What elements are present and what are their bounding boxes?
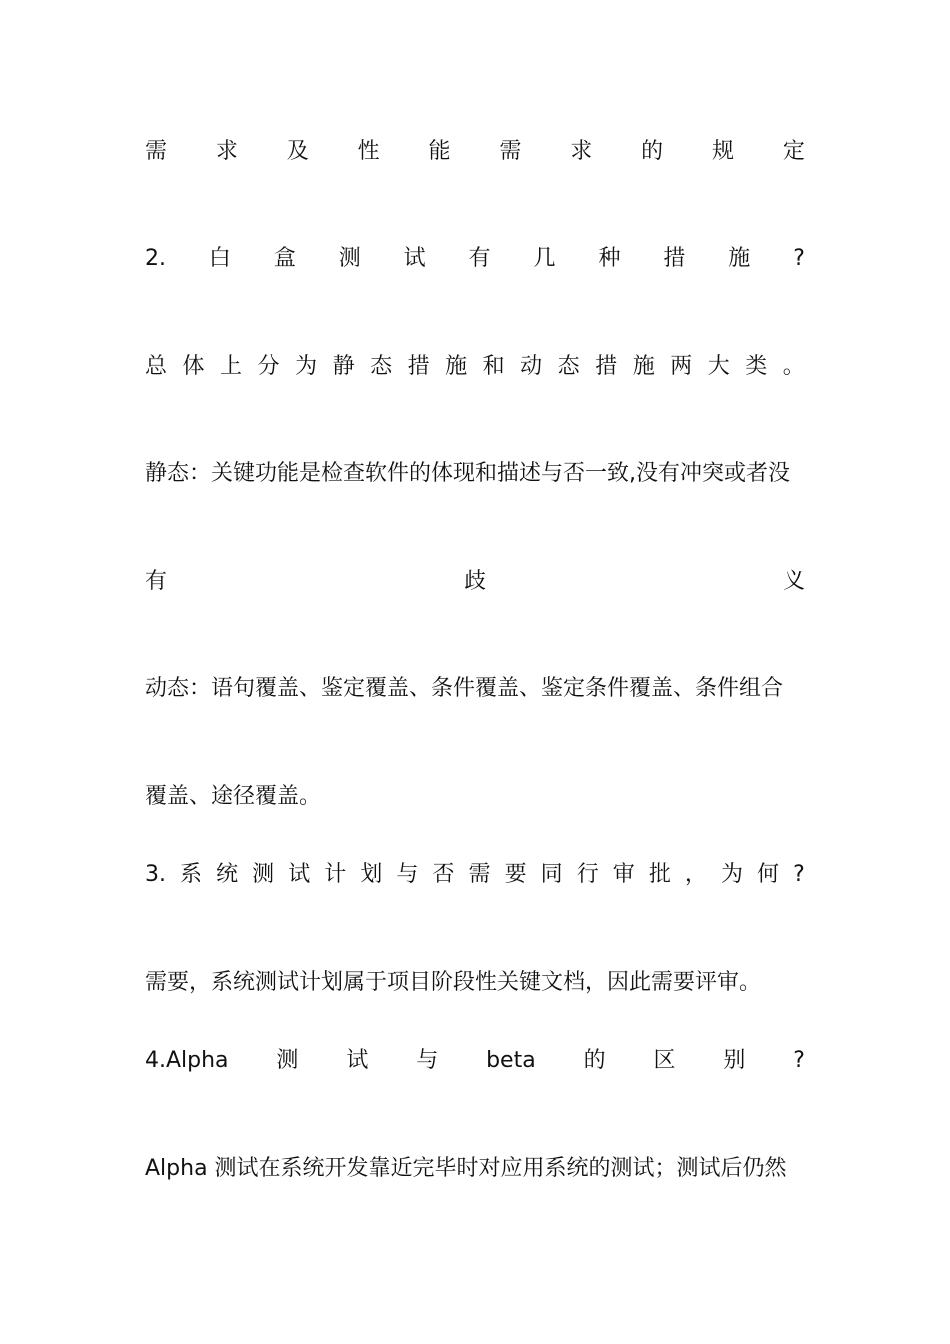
glyph: 需 xyxy=(468,862,491,887)
glyph: 施 xyxy=(632,354,655,379)
glyph: 统 xyxy=(216,862,239,887)
text-line-4: 静态：关键功能是检查软件的体现和描述与否一致,没有冲突或者没 xyxy=(145,461,790,486)
glyph: 两 xyxy=(670,354,693,379)
glyph: 种 xyxy=(598,246,621,271)
text-line-3 xyxy=(145,352,805,382)
glyph: 大 xyxy=(707,354,730,379)
glyph: 规 xyxy=(712,139,735,164)
glyph: 区 xyxy=(653,1048,676,1073)
glyph: 和 xyxy=(482,354,505,379)
glyph: ? xyxy=(793,1048,805,1073)
glyph: 动 xyxy=(520,354,543,379)
glyph: 行 xyxy=(576,862,599,887)
glyph: 静 xyxy=(332,354,355,379)
glyph: 的 xyxy=(641,139,664,164)
glyph: ? xyxy=(793,246,805,271)
text-line-5 xyxy=(145,567,805,597)
glyph: 上 xyxy=(220,354,243,379)
glyph: 分 xyxy=(257,354,280,379)
glyph: 2. xyxy=(145,246,166,271)
glyph: 求 xyxy=(215,139,238,164)
glyph: 4.Alpha xyxy=(145,1048,229,1073)
text-line-6: 动态：语句覆盖、鉴定覆盖、条件覆盖、鉴定条件覆盖、条件组合 xyxy=(145,676,784,701)
glyph: 测 xyxy=(276,1048,299,1073)
glyph: 需 xyxy=(499,139,522,164)
glyph: 需 xyxy=(145,139,168,164)
glyph: 措 xyxy=(407,354,430,379)
glyph: 系 xyxy=(180,862,203,887)
glyph: 盒 xyxy=(273,246,296,271)
glyph: 能 xyxy=(428,139,451,164)
text-line-11: Alpha 测试在系统开发靠近完毕时对应用系统的测试；测试后仍然 xyxy=(145,1156,787,1181)
glyph: 为 xyxy=(295,354,318,379)
glyph: 测 xyxy=(338,246,361,271)
glyph: 批 xyxy=(648,862,671,887)
text-line-8 xyxy=(145,860,805,890)
text-line-7: 覆盖、途径覆盖。 xyxy=(145,784,322,809)
glyph: 否 xyxy=(432,862,455,887)
glyph: 试 xyxy=(288,862,311,887)
glyph: 划 xyxy=(360,862,383,887)
glyph: 的 xyxy=(583,1048,606,1073)
glyph: 定 xyxy=(782,139,805,164)
glyph: 要 xyxy=(504,862,527,887)
glyph: 别 xyxy=(723,1048,746,1073)
glyph: 与 xyxy=(416,1048,439,1073)
glyph: 措 xyxy=(663,246,686,271)
glyph: ? xyxy=(793,862,805,887)
text-line-1 xyxy=(145,137,805,167)
glyph: 审 xyxy=(612,862,635,887)
glyph: 施 xyxy=(445,354,468,379)
glyph: 及 xyxy=(286,139,309,164)
text-line-2 xyxy=(145,244,805,274)
glyph: 测 xyxy=(252,862,275,887)
glyph: 义 xyxy=(782,569,805,594)
glyph: 体 xyxy=(182,354,205,379)
glyph: 同 xyxy=(540,862,563,887)
glyph: 性 xyxy=(357,139,380,164)
glyph: 何 xyxy=(757,862,780,887)
glyph: 态 xyxy=(370,354,393,379)
glyph: 有 xyxy=(145,569,168,594)
glyph: 措 xyxy=(595,354,618,379)
glyph: 3. xyxy=(145,862,166,887)
glyph: 歧 xyxy=(463,569,486,594)
glyph: 态 xyxy=(557,354,580,379)
glyph: 试 xyxy=(403,246,426,271)
text-line-10 xyxy=(145,1046,805,1076)
glyph: 。 xyxy=(782,354,805,379)
glyph: 为 xyxy=(720,862,743,887)
glyph: 试 xyxy=(346,1048,369,1073)
glyph: 求 xyxy=(570,139,593,164)
glyph: 白 xyxy=(208,246,231,271)
glyph: ， xyxy=(684,862,707,887)
glyph: 几 xyxy=(533,246,556,271)
text-line-9: 需要，系统测试计划属于项目阶段性关键文档，因此需要评审。 xyxy=(145,970,762,995)
glyph: 总 xyxy=(145,354,168,379)
glyph: 有 xyxy=(468,246,491,271)
glyph: beta xyxy=(486,1048,536,1073)
glyph: 类 xyxy=(745,354,768,379)
glyph: 与 xyxy=(396,862,419,887)
glyph: 计 xyxy=(324,862,347,887)
glyph: 施 xyxy=(728,246,751,271)
